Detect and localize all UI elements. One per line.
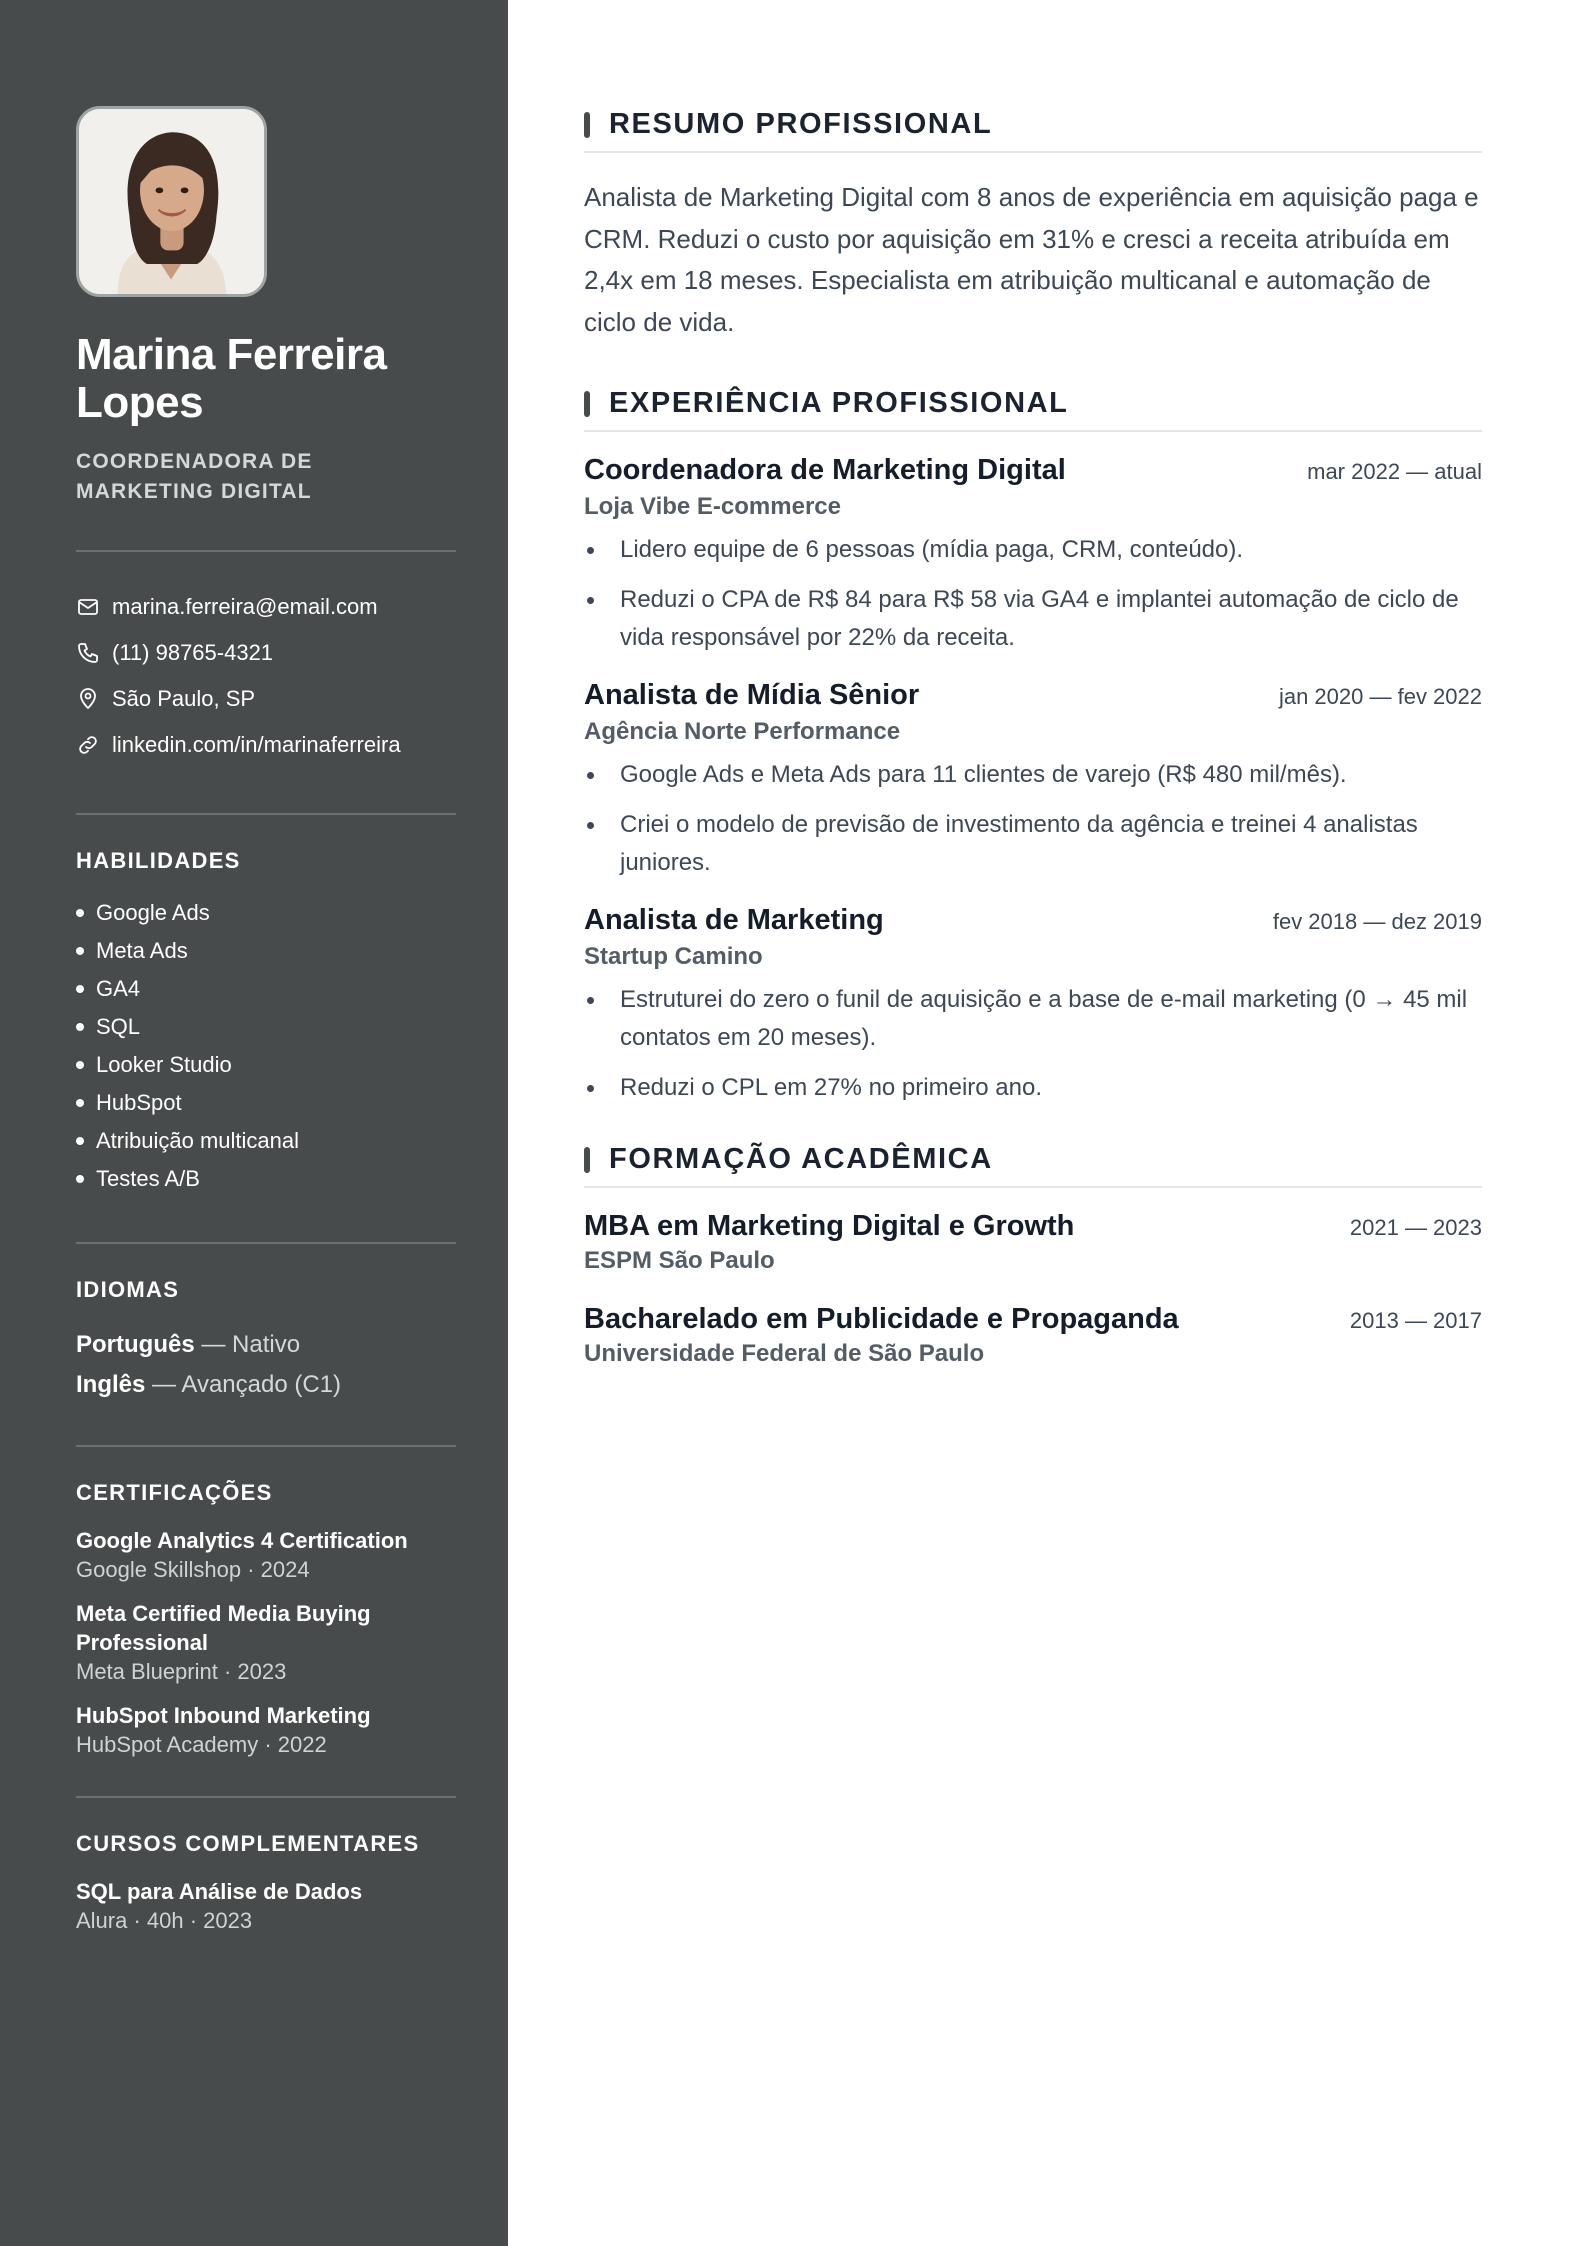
list-item: Google Ads e Meta Ads para 11 clientes de varejo (R$ 480 mil/mês). [584, 756, 1482, 794]
education-date: 2021 — 2023 [1349, 1215, 1482, 1240]
education-entry [584, 1303, 1482, 1368]
bullet-icon [76, 947, 84, 955]
language-level: — Nativo [194, 1331, 301, 1358]
skill-label: Atribuição multicanal [96, 1128, 299, 1153]
skill-label: Looker Studio [96, 1052, 232, 1077]
language-item [76, 1365, 456, 1405]
certifications-heading: CERTIFICAÇÕES [76, 1480, 273, 1505]
skill-label: Meta Ads [96, 938, 188, 963]
contact-email[interactable] [76, 584, 456, 630]
course-item [76, 1877, 456, 1936]
bullet-icon [76, 1061, 84, 1069]
certification-meta: HubSpot Academy · 2022 [76, 1732, 327, 1757]
summary-section [584, 108, 1482, 343]
certification-meta: Meta Blueprint · 2023 [76, 1659, 287, 1684]
divider [76, 1242, 456, 1244]
skills-list [76, 894, 456, 1198]
language-level: — Avançado (C1) [145, 1371, 342, 1398]
job-entry [584, 679, 1482, 882]
avatar [76, 106, 267, 297]
course-meta: Alura · 40h · 2023 [76, 1908, 253, 1933]
candidate-name: Marina Ferreira Lopes [76, 330, 387, 427]
bullet-icon [76, 909, 84, 917]
certification-meta: Google Skillshop · 2024 [76, 1557, 310, 1582]
list-item [76, 1084, 456, 1122]
contact-linkedin-text: linkedin.com/in/marinaferreira [112, 732, 401, 757]
job-role: Analista de Marketing [584, 904, 884, 936]
job-date: mar 2022 — atual [1307, 459, 1482, 484]
skill-label: Testes A/B [96, 1166, 200, 1191]
divider [76, 813, 456, 815]
skill-label: Google Ads [96, 900, 210, 925]
certification-item [76, 1599, 456, 1687]
list-item: Lidero equipe de 6 pessoas (mídia paga, CRM, conteúdo). [584, 531, 1482, 569]
section-title: RESUMO PROFISSIONAL [609, 108, 993, 140]
list-item [76, 1008, 456, 1046]
link-icon [76, 733, 100, 757]
job-date: fev 2018 — dez 2019 [1272, 909, 1482, 934]
job-bullets [584, 756, 1482, 882]
list-item [76, 894, 456, 932]
contact-location [76, 676, 456, 722]
section-header [584, 387, 1482, 432]
job-company: Agência Norte Performance [584, 718, 901, 745]
certification-name: Google Analytics 4 Certification [76, 1528, 408, 1553]
certification-name: HubSpot Inbound Marketing [76, 1703, 371, 1728]
education-date: 2013 — 2017 [1349, 1308, 1482, 1333]
education-section [584, 1143, 1482, 1368]
phone-icon [76, 641, 100, 665]
job-title: COORDENADORA DE MARKETING DIGITAL [76, 450, 313, 503]
languages-list [76, 1325, 456, 1405]
section-title: EXPERIÊNCIA PROFISSIONAL [609, 387, 1069, 419]
list-item: Criei o modelo de previsão de investimento da agência e treinei 4 analistas juniores. [584, 806, 1482, 882]
list-item [76, 970, 456, 1008]
language-item [76, 1325, 456, 1365]
location-pin-icon [76, 687, 100, 711]
list-item: Reduzi o CPL em 27% no primeiro ano. [584, 1069, 1482, 1107]
list-item [76, 932, 456, 970]
bullet-icon [76, 985, 84, 993]
contact-linkedin[interactable] [76, 722, 456, 768]
contact-list [76, 584, 456, 768]
bullet-icon [76, 1137, 84, 1145]
contact-phone-text: (11) 98765-4321 [112, 640, 274, 665]
skill-label: GA4 [96, 976, 141, 1001]
section-marker [584, 112, 590, 138]
certification-name: Meta Certified Media Buying Professional [76, 1601, 371, 1655]
job-entry [584, 904, 1482, 1107]
contact-phone[interactable] [76, 630, 456, 676]
job-bullets [584, 981, 1482, 1107]
skills-heading: HABILIDADES [76, 848, 241, 873]
divider [76, 550, 456, 552]
skill-label: HubSpot [96, 1090, 182, 1115]
certification-item [76, 1701, 456, 1760]
mail-icon [76, 595, 100, 619]
education-entry [584, 1210, 1482, 1275]
education-school: ESPM São Paulo [584, 1247, 775, 1274]
section-marker [584, 391, 590, 417]
course-name: SQL para Análise de Dados [76, 1879, 363, 1904]
divider [76, 1796, 456, 1798]
job-role: Coordenadora de Marketing Digital [584, 454, 1066, 486]
bullet-icon [76, 1099, 84, 1107]
education-degree: Bacharelado em Publicidade e Propaganda [584, 1303, 1179, 1335]
bullet-icon [76, 1175, 84, 1183]
language-name: Inglês [76, 1371, 146, 1398]
sidebar [0, 0, 508, 2246]
list-item: Reduzi o CPA de R$ 84 para R$ 58 via GA4 e implantei automação de ciclo de vida responsável por 22% da receita. [584, 581, 1482, 657]
job-date: jan 2020 — fev 2022 [1278, 684, 1482, 709]
certifications-list [76, 1526, 456, 1760]
divider [76, 1445, 456, 1447]
list-item [76, 1046, 456, 1084]
courses-heading: CURSOS COMPLEMENTARES [76, 1831, 420, 1856]
job-company: Loja Vibe E-commerce [584, 493, 841, 520]
list-item [76, 1160, 456, 1198]
section-header [584, 1143, 1482, 1188]
experience-section [584, 387, 1482, 1107]
summary-text: Analista de Marketing Digital com 8 anos de experiência em aquisição paga e CRM. Reduzi o custo por aquisição em 31% e cresci a receita atribuída em 2,4x em 18 meses. Especialista em atribuição multicanal e automação de ciclo de vida. [584, 182, 1479, 337]
certification-item [76, 1526, 456, 1585]
main-content [584, 0, 1482, 1368]
job-company: Startup Camino [584, 943, 763, 970]
job-bullets [584, 531, 1482, 657]
language-name: Português [76, 1331, 195, 1358]
list-item: Estruturei do zero o funil de aquisição e a base de e-mail marketing (0 → 45 mil contatos em 20 meses). [584, 981, 1482, 1057]
education-degree: MBA em Marketing Digital e Growth [584, 1210, 1075, 1242]
skill-label: SQL [96, 1014, 141, 1039]
list-item [76, 1122, 456, 1160]
bullet-icon [76, 1023, 84, 1031]
education-school: Universidade Federal de São Paulo [584, 1340, 985, 1367]
languages-heading: IDIOMAS [76, 1277, 180, 1302]
courses-list [76, 1877, 456, 1936]
section-marker [584, 1147, 590, 1173]
job-role: Analista de Mídia Sênior [584, 679, 920, 711]
section-header [584, 108, 1482, 153]
contact-email-text: marina.ferreira@email.com [112, 594, 378, 619]
profile-photo [79, 109, 264, 294]
contact-location-text: São Paulo, SP [112, 686, 256, 711]
job-entry [584, 454, 1482, 657]
section-title: FORMAÇÃO ACADÊMICA [609, 1143, 993, 1175]
